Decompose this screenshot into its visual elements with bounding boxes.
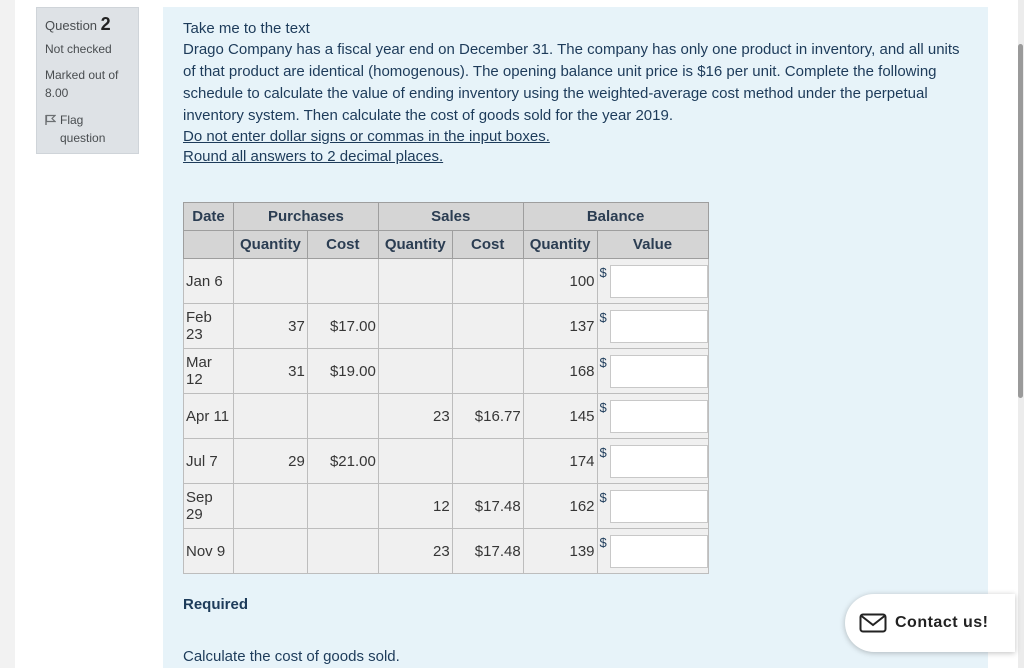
balance-quantity: 168 (523, 349, 597, 394)
balance-value-input[interactable] (610, 445, 708, 478)
purchase-cost (307, 529, 378, 574)
contact-us-label: Contact us! (895, 614, 989, 631)
header-sales: Sales (378, 203, 523, 231)
scrollbar[interactable] (1018, 0, 1024, 668)
row-date: Jul 7 (184, 439, 234, 484)
table-row (184, 259, 709, 304)
header-balance: Balance (523, 203, 708, 231)
row-date: Apr 11 (184, 394, 234, 439)
sales-cost (452, 304, 523, 349)
purchase-quantity (234, 484, 308, 529)
dollar-sign: $ (599, 264, 607, 280)
contact-us-button[interactable] (845, 594, 1015, 652)
sales-quantity (378, 439, 452, 484)
dollar-sign: $ (599, 309, 607, 325)
table-row (184, 349, 709, 394)
balance-value-input[interactable] (610, 400, 708, 433)
balance-value-cell (597, 484, 708, 529)
balance-value-cell (597, 259, 708, 304)
question-state: Not checked (45, 42, 112, 56)
table-row (184, 304, 709, 349)
purchase-cost: $21.00 (307, 439, 378, 484)
question-text: Drago Company has a fiscal year end on December 31. The company has only one product in inventory, and all units of that product are identical (homogenous). The opening balance unit price is $16 per unit. Complete the following schedule to calculate the value of ending inventory using the weighted-average cost method under the perpetual inventory system. Then calculate the cost of goods sold for the year 2019. (183, 41, 960, 124)
question-number-value: 2 (100, 14, 111, 34)
purchase-quantity (234, 259, 308, 304)
balance-quantity: 174 (523, 439, 597, 484)
sales-cost (452, 439, 523, 484)
question-grade: Marked out of 8.00 (45, 68, 119, 100)
flag-question-label: Flag question (60, 113, 106, 145)
subheader-sales-quantity: Quantity (378, 231, 452, 259)
subheader-empty (184, 231, 234, 259)
sales-quantity (378, 304, 452, 349)
question-info-panel (36, 7, 139, 154)
subheader-sales-cost: Cost (452, 231, 523, 259)
row-date: Nov 9 (184, 529, 234, 574)
purchase-cost: $19.00 (307, 349, 378, 394)
balance-quantity: 100 (523, 259, 597, 304)
dollar-sign: $ (599, 534, 607, 550)
table-row (184, 484, 709, 529)
dollar-sign: $ (599, 489, 607, 505)
question-label: Question (45, 18, 98, 33)
instruction-rounding: Round all answers to 2 decimal places. (183, 148, 444, 165)
purchase-quantity: 37 (234, 304, 308, 349)
balance-value-input[interactable] (610, 355, 708, 388)
dollar-sign: $ (599, 354, 607, 370)
row-date: Feb 23 (184, 304, 234, 349)
balance-value-cell (597, 394, 708, 439)
take-me-to-text-link[interactable]: Take me to the text (183, 20, 310, 37)
purchase-cost (307, 394, 378, 439)
dollar-sign: $ (599, 399, 607, 415)
purchase-quantity: 31 (234, 349, 308, 394)
sales-cost: $17.48 (452, 484, 523, 529)
header-date: Date (184, 203, 234, 231)
table-row (184, 529, 709, 574)
row-date: Sep 29 (184, 484, 234, 529)
dollar-sign: $ (599, 444, 607, 460)
table-subheader-row (184, 231, 709, 259)
envelope-icon (859, 613, 887, 633)
subheader-purchases-quantity: Quantity (234, 231, 308, 259)
balance-quantity: 139 (523, 529, 597, 574)
balance-value-input[interactable] (610, 265, 708, 298)
purchase-quantity (234, 394, 308, 439)
purchase-cost (307, 259, 378, 304)
sales-cost (452, 349, 523, 394)
subheader-balance-quantity: Quantity (523, 231, 597, 259)
sales-quantity: 23 (378, 529, 452, 574)
sales-cost: $16.77 (452, 394, 523, 439)
purchase-quantity (234, 529, 308, 574)
table-row (184, 439, 709, 484)
instruction-no-dollar-signs: Do not enter dollar signs or commas in the input boxes. (183, 128, 550, 145)
inventory-schedule-table (183, 202, 709, 574)
sales-quantity (378, 349, 452, 394)
subheader-purchases-cost: Cost (307, 231, 378, 259)
balance-value-input[interactable] (610, 535, 708, 568)
sales-quantity (378, 259, 452, 304)
subheader-balance-value: Value (597, 231, 708, 259)
purchase-cost: $17.00 (307, 304, 378, 349)
sales-quantity: 23 (378, 394, 452, 439)
purchase-quantity: 29 (234, 439, 308, 484)
balance-quantity: 162 (523, 484, 597, 529)
balance-value-cell (597, 304, 708, 349)
row-date: Jan 6 (184, 259, 234, 304)
header-purchases: Purchases (234, 203, 379, 231)
table-header-row (184, 203, 709, 231)
flag-icon (45, 114, 56, 126)
question-number (45, 14, 130, 35)
scrollbar-thumb[interactable] (1018, 44, 1023, 398)
balance-value-input[interactable] (610, 490, 708, 523)
balance-value-input[interactable] (610, 310, 708, 343)
balance-quantity: 137 (523, 304, 597, 349)
calc-cogs-instruction: Calculate the cost of goods sold. (183, 648, 400, 665)
sales-cost (452, 259, 523, 304)
balance-quantity: 145 (523, 394, 597, 439)
balance-value-cell (597, 349, 708, 394)
flag-question-link[interactable] (45, 111, 130, 147)
required-heading: Required (183, 596, 249, 613)
purchase-cost (307, 484, 378, 529)
table-row (184, 394, 709, 439)
sales-quantity: 12 (378, 484, 452, 529)
row-date: Mar 12 (184, 349, 234, 394)
question-content (163, 7, 988, 668)
balance-value-cell (597, 529, 708, 574)
balance-value-cell (597, 439, 708, 484)
sales-cost: $17.48 (452, 529, 523, 574)
